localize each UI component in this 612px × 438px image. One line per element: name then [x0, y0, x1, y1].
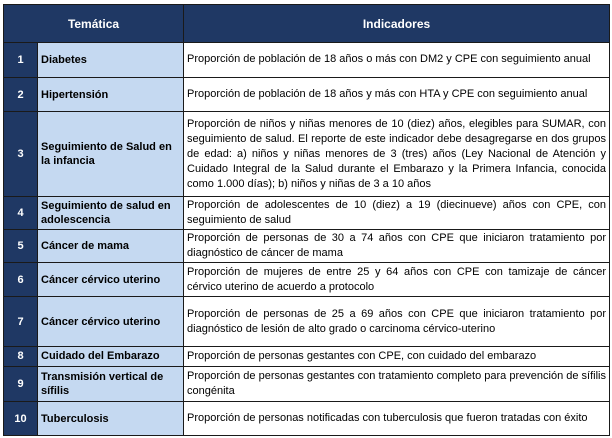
row-number: 5: [4, 229, 38, 263]
row-number: 2: [4, 77, 38, 112]
row-number: 1: [4, 43, 38, 78]
row-number: 6: [4, 263, 38, 297]
row-indicator: Proporción de población de 18 años o más con DM2 y CPE con seguimiento anual: [184, 43, 610, 78]
row-number: 4: [4, 197, 38, 230]
row-number: 7: [4, 297, 38, 347]
row-number: 9: [4, 366, 38, 402]
table-row: [4, 402, 610, 436]
row-indicator: Proporción de población de 18 años y más con HTA y CPE con seguimiento anual: [184, 77, 610, 112]
table-row: [4, 263, 610, 297]
row-theme: Cáncer de mama: [38, 229, 184, 263]
row-indicator: Proporción de mujeres de entre 25 y 64 años con CPE con tamizaje de cáncer cérvico uterino de acuerdo a protocolo: [184, 263, 610, 297]
table-row: [4, 197, 610, 230]
row-indicator: Proporción de adolescentes de 10 (diez) a 19 (diecinueve) años con CPE, con seguimiento de salud: [184, 197, 610, 230]
table-row: [4, 366, 610, 402]
header-theme: Temática: [4, 5, 184, 43]
row-theme: Cáncer cérvico uterino: [38, 297, 184, 347]
row-theme: Diabetes: [38, 43, 184, 78]
row-indicator: Proporción de niños y niñas menores de 10 (diez) años, elegibles para SUMAR, con seguimiento de salud. El reporte de este indicador debe desagregarse en dos grupos de edad: a) niños y niñas menores de 3 (tres) años (Ley Nacional de Atención y Cuidado Integral de la Salud durante el Embarazo y la Primera Infancia, conocida como 1.000 días); b) niños y niñas de 3 a 10 años: [184, 112, 610, 197]
table-row: [4, 77, 610, 112]
row-theme: Cáncer cérvico uterino: [38, 263, 184, 297]
row-indicator: Proporción de personas notificadas con tuberculosis que fueron tratadas con éxito: [184, 402, 610, 436]
row-theme: Cuidado del Embarazo: [38, 347, 184, 366]
row-indicator: Proporción de personas de 30 a 74 años con CPE que iniciaron tratamiento por diagnóstico de cáncer de mama: [184, 229, 610, 263]
table-row: [4, 297, 610, 347]
indicators-table: [3, 4, 610, 436]
row-number: 3: [4, 112, 38, 197]
table-row: [4, 112, 610, 197]
row-theme: Tuberculosis: [38, 402, 184, 436]
row-indicator: Proporción de personas de 25 a 69 años con CPE que iniciaron tratamiento por diagnóstico de lesión de alto grado o carcinoma cérvico-uterino: [184, 297, 610, 347]
row-theme: Hipertensión: [38, 77, 184, 112]
header-indicators: Indicadores: [184, 5, 610, 43]
row-theme: Transmisión vertical de sífilis: [38, 366, 184, 402]
row-number: 8: [4, 347, 38, 366]
table-row: [4, 229, 610, 263]
row-indicator: Proporción de personas gestantes con CPE, con cuidado del embarazo: [184, 347, 610, 366]
header-row: [4, 5, 610, 43]
row-theme: Seguimiento de Salud en la infancia: [38, 112, 184, 197]
row-number: 10: [4, 402, 38, 436]
row-indicator: Proporción de personas gestantes con tratamiento completo para prevención de sífilis congénita: [184, 366, 610, 402]
table-row: [4, 43, 610, 78]
row-theme: Seguimiento de salud en adolescencia: [38, 197, 184, 230]
table-row: [4, 347, 610, 366]
